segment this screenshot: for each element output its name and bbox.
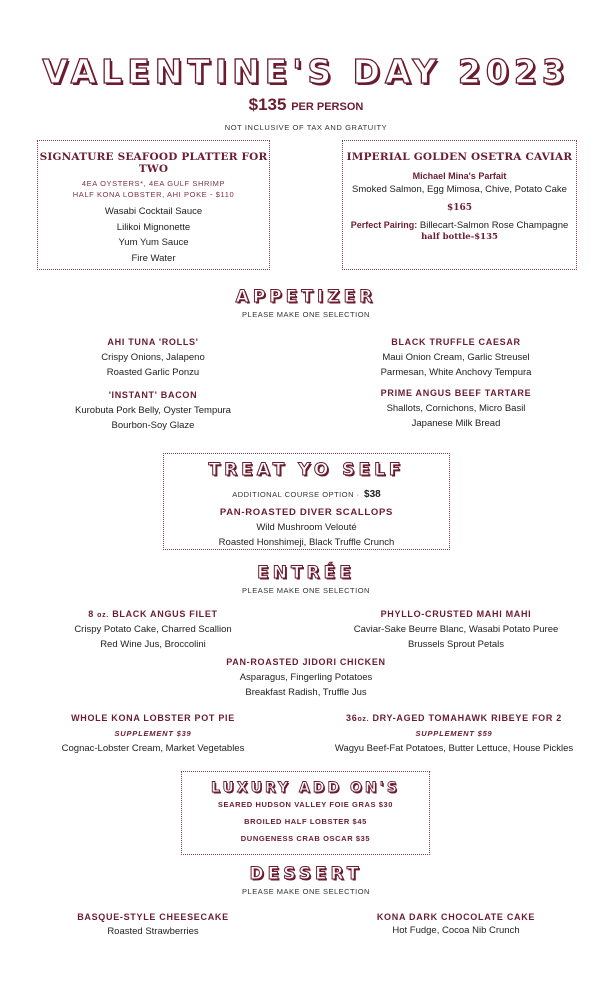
dish-desc: Brussels Sprout Petals [407, 639, 505, 650]
caviar-title: IMPERIAL GOLDEN OSETRA CAVIAR [346, 151, 573, 163]
dish-desc: Red Wine Jus, Broccolini [100, 639, 206, 650]
caviar-desc: Smoked Salmon, Egg Mimosa, Chive, Potato Cake [352, 184, 567, 195]
entree-chicken [156, 657, 456, 700]
addon-item: DUNGENESS CRAB OSCAR $35 [240, 834, 371, 843]
caviar-box [342, 140, 577, 270]
half-bottle-price: half bottle-$135 [421, 232, 498, 242]
dish-desc: Hot Fudge, Cocoa Nib Crunch [392, 925, 520, 936]
dish-desc: Roasted Garlic Ponzu [106, 367, 200, 378]
appetizer-note: PLEASE MAKE ONE SELECTION [242, 310, 370, 319]
menu-title: VALENTINE'S DAY 2023 [42, 52, 570, 91]
price-unit: PER PERSON [291, 101, 364, 113]
filet-weight: 8 [88, 609, 94, 619]
caviar-price: $165 [446, 202, 473, 213]
dish-name: PAN-ROASTED JIDORI CHICKEN [226, 657, 386, 667]
dish-desc: Caviar-Sake Beurre Blanc, Wasabi Potato Puree [353, 624, 559, 635]
dish-desc: Cognac-Lobster Cream, Market Vegetables [61, 743, 245, 754]
dessert-heading: DESSERT [249, 864, 363, 884]
dish-desc: Parmesan, White Anchovy Tempura [380, 367, 532, 378]
entree-lobster [30, 713, 276, 756]
dish-name: WHOLE KONA LOBSTER POT PIE [71, 713, 235, 723]
platter-title: SIGNATURE SEAFOOD PLATTER FOR TWO [39, 151, 268, 175]
pairing-wine: Billecart-Salmon Rose Champagne [419, 219, 569, 231]
dish-desc: Roasted Strawberries [107, 926, 199, 937]
dessert-note: PLEASE MAKE ONE SELECTION [242, 887, 370, 896]
treat-heading: TREAT YO SELF [208, 460, 405, 480]
pairing-label: Perfect Pairing: [350, 219, 418, 230]
filet-weight-unit: oz. [97, 612, 109, 619]
addon-item: SEARED HUDSON VALLEY FOIE GRAS $30 [217, 800, 394, 809]
entree-note: PLEASE MAKE ONE SELECTION [242, 586, 370, 595]
dessert-left [30, 912, 276, 939]
ribeye-name: DRY-AGED TOMAHAWK RIBEYE FOR 2 [372, 713, 562, 723]
appetizer-heading: APPETIZER [235, 287, 377, 307]
dish-desc: Crispy Potato Cake, Charred Scallion [74, 624, 232, 635]
treat-dish: PAN-ROASTED DIVER SCALLOPS [219, 507, 394, 518]
platter-sauce: Wasabi Cocktail Sauce [104, 206, 203, 217]
platter-sauce: Fire Water [131, 252, 176, 264]
platter-detail-2: HALF KONA LOBSTER, AHI POKE - $110 [72, 190, 235, 199]
ribeye-weight-unit: oz. [357, 716, 370, 723]
dish-name: PRIME ANGUS BEEF TARTARE [380, 388, 532, 398]
caviar-subtitle: Michael Mina's Parfait [412, 171, 507, 181]
dish-name: BLACK TRUFFLE CAESAR [391, 337, 521, 347]
dessert-right [318, 912, 594, 938]
dish-name: PHYLLO-CRUSTED MAHI MAHI [380, 609, 532, 619]
dish-name: KONA DARK CHOCOLATE CAKE [376, 912, 536, 922]
treat-option-label: ADDITIONAL COURSE OPTION · [232, 490, 360, 499]
dish-name: 'INSTANT' BACON [108, 390, 198, 400]
treat-option-price: $38 [364, 489, 381, 500]
supplement: SUPPLEMENT $59 [415, 729, 493, 738]
dish-name [298, 713, 610, 723]
tax-note: NOT INCLUSIVE OF TAX AND GRATUITY [224, 123, 388, 132]
dish-name: BASQUE-STYLE CHEESECAKE [77, 912, 229, 922]
entree-ribeye [298, 713, 610, 756]
dish-name [30, 609, 276, 619]
addons-heading: LUXURY ADD ON'S [211, 780, 400, 796]
seafood-platter-box [37, 140, 270, 270]
caviar-pairing [343, 218, 576, 234]
dish-name: AHI TUNA 'ROLLS' [107, 337, 199, 347]
treat-option [164, 484, 449, 502]
dish-desc: Wagyu Beef-Fat Potatoes, Butter Lettuce, House Pickles [334, 743, 574, 754]
treat-yo-self-box [163, 453, 450, 550]
dish-desc: Kurobuta Pork Belly, Oyster Tempura [75, 405, 231, 416]
price-per-person [0, 95, 612, 115]
treat-desc: Roasted Honshimeji, Black Truffle Crunch [218, 537, 395, 548]
entree-mahi [318, 609, 594, 652]
appetizer-right-column [318, 337, 594, 431]
platter-detail-1: 4EA OYSTERS*, 4EA GULF SHRIMP [81, 179, 226, 188]
entree-filet [30, 609, 276, 652]
price-value: $135 [248, 95, 287, 114]
dish-desc: Breakfast Radish, Truffle Jus [245, 687, 367, 698]
platter-sauce: Lilikoi Mignonette [116, 221, 191, 233]
dish-desc: Asparagus, Fingerling Potatoes [239, 672, 373, 683]
treat-desc: Wild Mushroom Velouté [256, 522, 357, 533]
supplement: SUPPLEMENT $39 [114, 729, 192, 738]
dish-desc: Shallots, Cornichons, Micro Basil [386, 403, 526, 414]
filet-name: BLACK ANGUS FILET [112, 609, 218, 619]
addon-item: BROILED HALF LOBSTER $45 [244, 817, 367, 826]
entree-heading: ENTRÉE [257, 563, 355, 583]
dish-desc: Maui Onion Cream, Garlic Streusel [382, 352, 530, 363]
dish-desc: Japanese Milk Bread [411, 418, 501, 429]
dish-desc: Bourbon-Soy Glaze [111, 420, 195, 431]
appetizer-left-column [30, 337, 276, 433]
platter-sauce: Yum Yum Sauce [118, 237, 189, 248]
luxury-addons-box [181, 771, 430, 855]
ribeye-weight: 36 [346, 713, 358, 723]
dish-desc: Crispy Onions, Jalapeno [101, 352, 205, 363]
